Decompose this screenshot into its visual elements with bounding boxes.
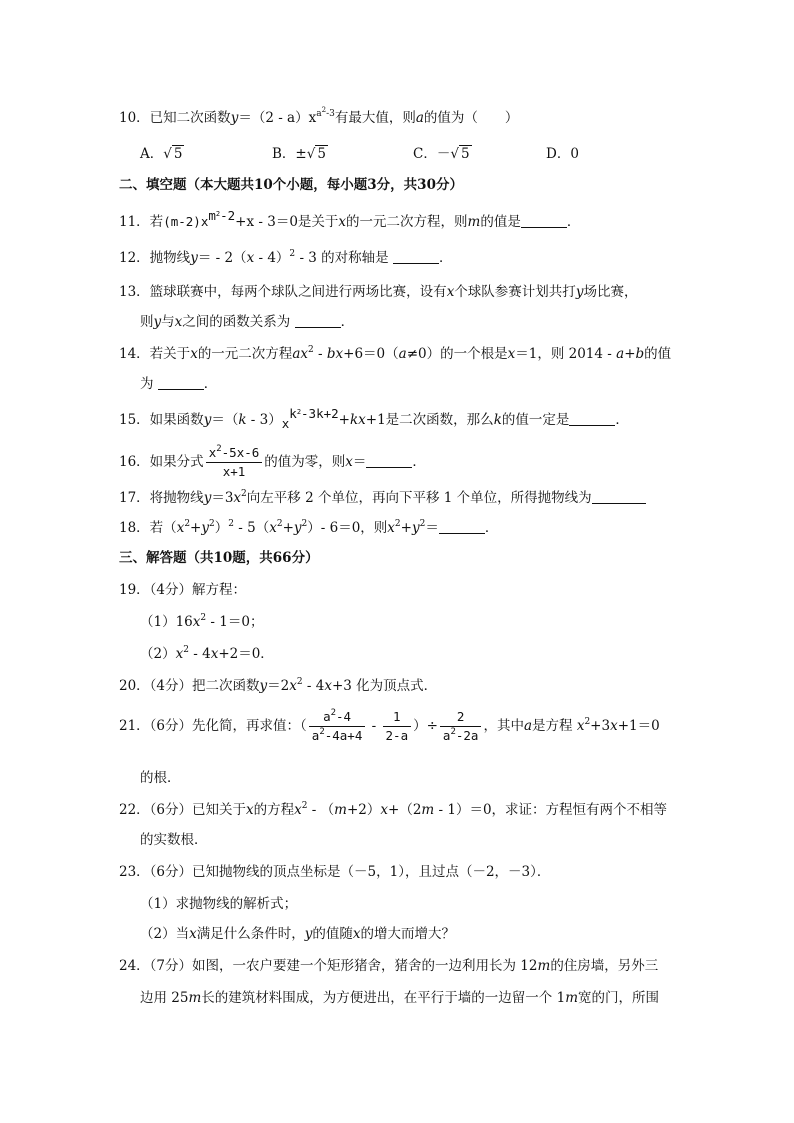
option-a: A．√ 5 xyxy=(140,146,183,162)
option-d: D．0 xyxy=(546,146,579,162)
answer-blank[interactable] xyxy=(158,375,204,390)
fraction: $\frac{a^2-4}{a^2-4a+4}$ xyxy=(309,708,366,745)
question-19-part-2: $(2)x^2 - 4x+2=0$． xyxy=(140,645,274,662)
question-24-line-2: 边用 25m长的建筑材料围成，为方便进出，在平行于墙的一边留一个 1m宽的门，所围 xyxy=(140,990,659,1006)
question-12: 12．抛物线y＝ - 2（x - 4）$^2$ - 3 的对称轴是 ． xyxy=(119,249,453,266)
question-14-line-1: 14．若关于x的一元二次方程$ax^2 - bx+6=0(a\ne 0)$的一个根是x＝1，则 2014 - a+b的值 xyxy=(119,345,672,362)
question-11: 11．若$(m-2)x^{m^2-2}+x - 3=0$是关于x的一元二次方程，则m的值是 ． xyxy=(119,208,581,230)
fraction: $\frac{x^2-5x-6}{x+1}$ xyxy=(206,444,263,481)
question-13-line-2: 则y与x之间的函数关系为 ． xyxy=(140,314,355,330)
option-c: C．－√ 5 xyxy=(413,146,470,162)
answer-blank[interactable] xyxy=(366,453,412,468)
question-10: 10．已知二次函数$y=(2 - a)x^{a^2-3}$有最大值，则a的值为（ ） xyxy=(119,106,519,126)
section-fill-in-heading: 二、填空题（本大题共10个小题，每小题3分，共30分） xyxy=(119,177,463,193)
question-18: 18．若$(x^2+y^2)^2 - 5(x^2+y^2)-$ 6＝0，则$x^2+y^2=$ ． xyxy=(119,519,499,536)
question-14-line-2: 为 ． xyxy=(140,376,218,392)
answer-blank[interactable] xyxy=(592,489,646,504)
answer-blank[interactable] xyxy=(521,213,567,228)
question-21-line-2: 的根． xyxy=(140,770,181,786)
question-20: 20．（4分）把二次函数$y=2x^2 - 4x+3$ 化为顶点式． xyxy=(119,677,438,694)
question-17: 17．将抛物线$y=3x^2$向左平移 2 个单位，再向下平移 1 个单位，所得抛物线为 xyxy=(119,488,646,508)
question-15: 15．如果函数$y=(k - 3)x^{k^2-3k+2}+kx+1$是二次函数，那么k的值一定是 ． xyxy=(119,406,629,431)
question-23-part-2: （2）当x满足什么条件时，y的值随x的增大而增大？ xyxy=(140,926,455,942)
fraction: $\frac{2}{a^2-2a}$ xyxy=(440,708,482,745)
question-22-line-1: 22．（6分）已知关于x的方程$x^2 - (m+2)x+(2m - 1)=0$，求证：方程恒有两个不相等 xyxy=(119,801,668,818)
sqrt-symbol: √ 5 xyxy=(163,146,183,162)
answer-blank[interactable] xyxy=(569,411,615,426)
question-22-line-2: 的实数根． xyxy=(140,832,208,848)
question-16: 16．如果分式 $\frac{x^2-5x-6}{x+1}$ 的值为零，则x＝ ． xyxy=(119,444,426,479)
question-13-line-1: 13．篮球联赛中，每两个球队之间进行两场比赛，设有x个球队参赛计划共打y场比赛， xyxy=(119,284,638,300)
question-23-part-1: （1）求抛物线的解析式； xyxy=(140,896,298,912)
option-b: B．±√ 5 xyxy=(272,146,326,162)
question-23: 23．（6分）已知抛物线的顶点坐标是（－5，1），且过点（－2，－3）． xyxy=(119,864,551,880)
answer-blank[interactable] xyxy=(295,313,341,328)
question-21: 21．（6分）先化简，再求值：（ $\frac{a^2-4}{a^2-4a+4}$ - $\frac{1}{2-a}$ ）÷ $\frac{2}{a^2-2a}$ ，其中a是方程 $x^2+3x+1=0$ xyxy=(119,708,660,743)
answer-blank[interactable] xyxy=(439,519,485,534)
sqrt-symbol: √ 5 xyxy=(306,146,326,162)
answer-blank[interactable] xyxy=(393,249,439,264)
question-19-part-1: $(1)16x^2 - 1=0$； xyxy=(140,613,264,630)
question-24-line-1: 24．（7分）如图，一农户要建一个矩形猪舍，猪舍的一边利用长为 12m的住房墙，另外三 xyxy=(119,958,659,974)
fraction: $\frac{1}{2-a}$ xyxy=(383,708,412,745)
question-19: 19．（4分）解方程： xyxy=(119,582,247,598)
sqrt-symbol: √ 5 xyxy=(450,146,470,162)
section-answer-heading: 三、解答题（共10题，共66分） xyxy=(119,550,319,566)
